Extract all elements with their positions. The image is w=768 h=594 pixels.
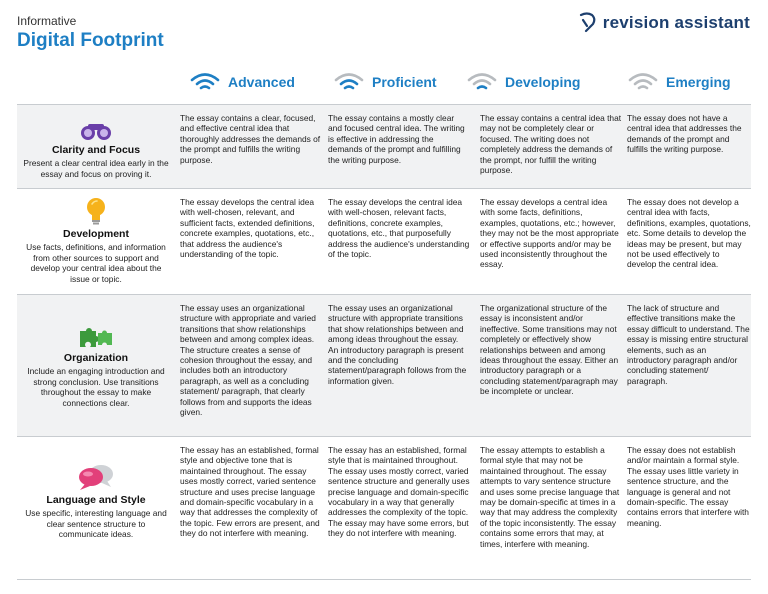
brand-name: revision assistant: [602, 13, 750, 32]
level-emerging: [628, 72, 731, 92]
signal-strength-icon: [467, 72, 497, 92]
criterion-title: Clarity and Focus: [51, 144, 141, 156]
rubric-cell-developing: The essay contains a central idea that may not be completely clear or focused. The writing does not completely address the demands of the prompt, nor fulfill the writing purpose.: [480, 113, 622, 176]
criterion-title: Organization: [63, 352, 129, 364]
criterion-cell: [17, 189, 175, 294]
rubric-cell-emerging: The essay does not develop a central idea with facts, definitions, examples, quotations, etc. Some details to develop the ideas may be present, but may not be used effectively to develop the central idea.: [627, 197, 751, 270]
criterion-description: Include an engaging introduction and strong conclusion. Use transitions throughout the essay to make connections clear.: [27, 366, 165, 408]
criterion-cell: [17, 295, 175, 436]
rubric-cell-proficient: The essay uses an organizational structure with appropriate transitions that show relationships between and among ideas throughout the essay. An introductory paragraph is present and the concluding statement/paragraph follows from the information given.: [328, 303, 467, 386]
rubric-cell-advanced: The essay develops the central idea with well-chosen, relevant, and sufficient facts, extended definitions, concrete examples, quotations, etc., that address the audience's understanding of the topic.: [180, 197, 315, 260]
rubric-cell-emerging: The essay does not establish and/or maintain a formal style. The essay uses little variety in sentence structure, and the language is general and not domain-specific. The essay contains errors that interfere with meaning.: [627, 445, 749, 528]
signal-strength-icon: [334, 72, 364, 92]
rubric-table: [17, 104, 751, 580]
rubric-cell-developing: The essay attempts to establish a formal style that may not be maintained throughout. The essay attempts to vary sentence structure and uses some precise language that may be domain-specific at times in a way that may address the complexity of the topic inconsistently. The essay contains some errors that may, at times, interfere with meaning.: [480, 445, 620, 549]
criterion-description: Present a clear central idea early in the essay and focus on proving it.: [23, 158, 169, 179]
criterion-cell: [17, 437, 175, 579]
rubric-row-clarity-focus: [17, 104, 751, 188]
speech-bubbles-icon: [77, 463, 115, 491]
puzzle-pieces-icon: [78, 325, 114, 349]
rubric-cell-developing: The organizational structure of the essay is inconsistent and/or ineffective. Some transitions may not completely or effectively show relationships between and among ideas throughout the essay. Either an introductory paragraph or a concluding statement/paragraph may be incomplete or unclear.: [480, 303, 619, 397]
level-label: Emerging: [666, 74, 731, 90]
rubric-cell-proficient: The essay develops the central idea with well-chosen, relevant facts, definitions, concrete examples, quotations, etc., that purposefully address the audience's understanding of the topic.: [328, 197, 470, 260]
rubric-cell-emerging: The essay does not have a central idea that addresses the demands of the prompt and fulfills the writing purpose.: [627, 113, 742, 155]
revision-assistant-logo-icon: [577, 12, 597, 34]
criterion-cell: [17, 105, 175, 188]
rubric-cell-advanced: The essay has an established, formal style and objective tone that is maintained throughout. The essay uses mostly correct, varied sentence structure and uses precise language and domain-specific vocabulary in a way that addresses the complexity of the topic. Few errors are present, and they do not interfere with meaning.: [180, 445, 320, 539]
rubric-levels-header: [0, 72, 768, 102]
level-label: Proficient: [372, 74, 437, 90]
level-label: Developing: [505, 74, 581, 90]
level-label: Advanced: [228, 74, 295, 90]
page-header: [17, 14, 164, 52]
rubric-cell-developing: The essay develops a central idea with some facts, definitions, examples, quotations, etc.; however, they may not be the most appropriate or effective supports and/or may be used inconsistently throughout the essay.: [480, 197, 619, 270]
criterion-description: Use specific, interesting language and clear sentence structure to communicate ideas.: [25, 508, 167, 539]
signal-strength-icon: [190, 72, 220, 92]
rubric-cell-advanced: The essay uses an organizational structure with appropriate and varied transitions that show relationships between and among complex ideas. The structure creates a sense of cohesion throughout the essay, and includes both an introductory paragraph, as well as a concluding statement/ paragraph, that clearly follows from and supports the ideas given.: [180, 303, 316, 418]
brand-logo: [577, 12, 750, 34]
page-title: Digital Footprint: [17, 30, 164, 51]
rubric-row-development: [17, 188, 751, 294]
rubric-row-organization: [17, 294, 751, 436]
genre-label: Informative: [17, 14, 77, 28]
binoculars-icon: [79, 121, 113, 141]
level-developing: [467, 72, 580, 92]
level-proficient: [334, 72, 437, 92]
criterion-title: Language and Style: [46, 494, 146, 506]
rubric-cell-proficient: The essay contains a mostly clear and focused central idea. The writing is effective in addressing the demands of the prompt and fulfilling the writing purpose.: [328, 113, 465, 165]
rubric-row-language-style: [17, 436, 751, 580]
criterion-description: Use facts, definitions, and information from other sources to support and develop your central idea about the issue or topic.: [26, 242, 166, 284]
signal-strength-icon: [628, 72, 658, 92]
level-advanced: [190, 72, 295, 92]
rubric-cell-advanced: The essay contains a clear, focused, and effective central idea that thoroughly addresses the demands of the prompt and fulfills the writing purpose.: [180, 113, 321, 165]
rubric-cell-proficient: The essay has an established, formal style that is maintained throughout. The essay uses mostly correct, varied sentence structure and generally uses precise language and domain-specific vocabulary in a way that generally addresses the complexity of the topic. The essay may have some errors, but they do not interfere with meaning.: [328, 445, 470, 539]
rubric-cell-emerging: The lack of structure and effective transitions make the essay difficult to understand. The essay is missing entire structural elements, such as an introductory paragraph and/or concluding statement/ paragraph.: [627, 303, 750, 386]
lightbulb-icon: [86, 197, 106, 225]
criterion-title: Development: [63, 228, 129, 240]
